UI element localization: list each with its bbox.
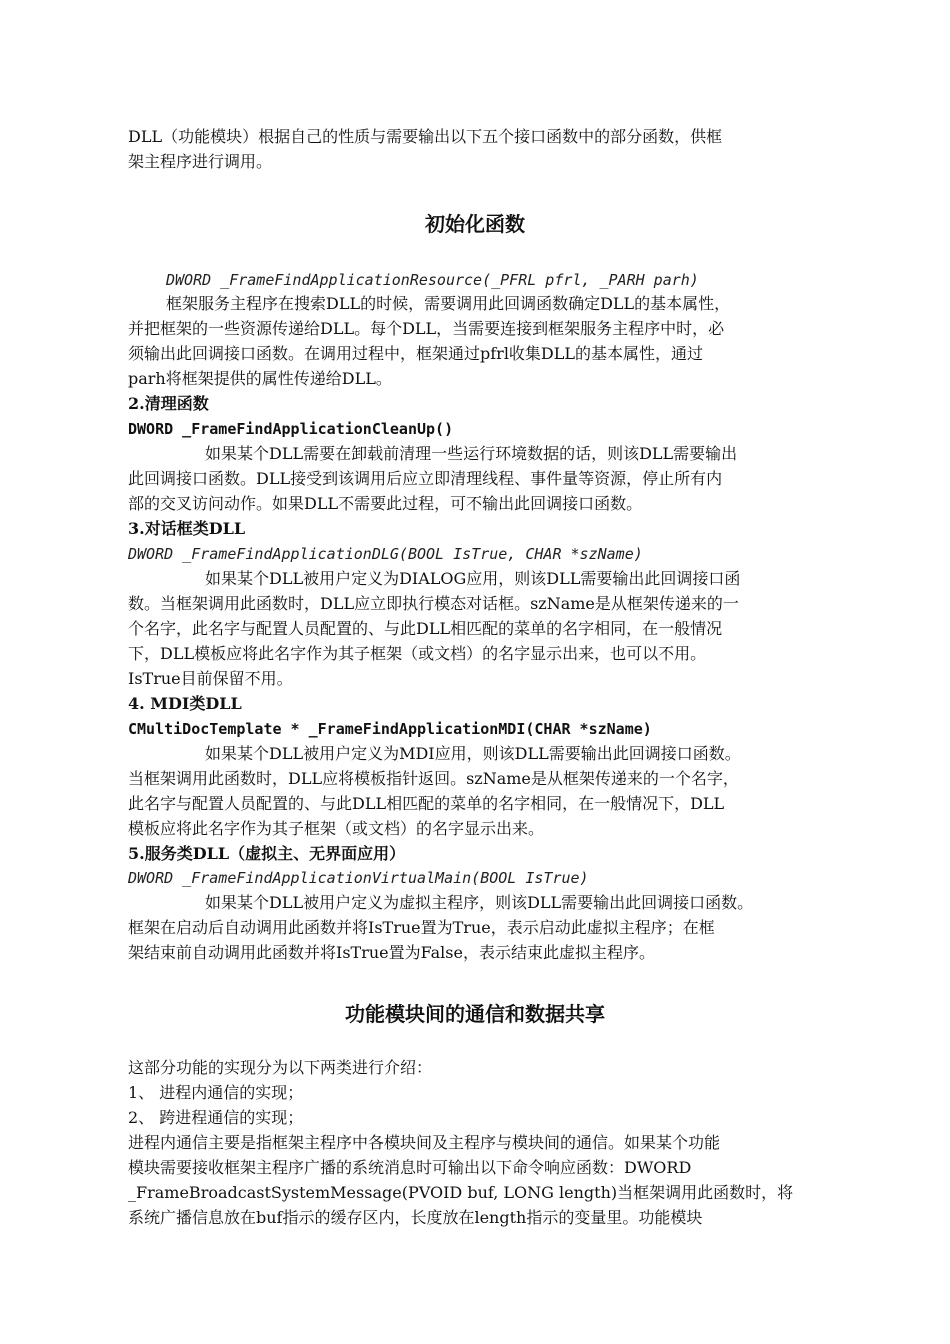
list-item: 1、 进程内通信的实现；: [128, 1083, 304, 1102]
paragraph-line: 如果某个DLL被用户定义为虚拟主程序，则该DLL需要输出此回调接口函数。: [205, 893, 754, 912]
list-item: 2、 跨进程通信的实现；: [128, 1108, 304, 1127]
paragraph-line: 架结束前自动调用此函数并将IsTrue置为False，表示结束此虚拟主程序。: [128, 943, 655, 962]
paragraph-line: 下，DLL模板应将此名字作为其子框架（或文档）的名字显示出来，也可以不用。: [128, 644, 707, 663]
paragraph-line: 如果某个DLL被用户定义为DIALOG应用，则该DLL需要输出此回调接口函: [205, 569, 741, 588]
paragraph-line: _FrameBroadcastSystemMessage(PVOID buf, LONG length)当框架调用此函数时，将: [128, 1183, 794, 1202]
section-title-communication: 功能模块间的通信和数据共享: [345, 1002, 605, 1026]
paragraph-line: 须输出此回调接口函数。在调用过程中，框架通过pfrl收集DLL的基本属性，通过: [128, 344, 704, 363]
subsection-heading: 4. MDI类DLL: [128, 694, 242, 713]
intro-line: 架主程序进行调用。: [128, 152, 273, 171]
paragraph-line: 如果某个DLL需要在卸载前清理一些运行环境数据的话，则该DLL需要输出: [205, 444, 738, 463]
function-signature: DWORD _FrameFindApplicationVirtualMain(BOOL IsTrue): [128, 869, 589, 887]
subsection-heading: 3.对话框类DLL: [128, 519, 246, 538]
paragraph-line: 进程内通信主要是指框架主程序中各模块间及主程序与模块间的通信。如果某个功能: [128, 1133, 721, 1152]
paragraph-line: 个名字，此名字与配置人员配置的、与此DLL相匹配的菜单的名字相同，在一般情况: [128, 619, 723, 638]
paragraph-line: 数。当框架调用此函数时，DLL应立即执行模态对话框。szName是从框架传递来的一: [128, 594, 739, 613]
paragraph-line: 部的交叉访问动作。如果DLL不需要此过程，可不输出此回调接口函数。: [128, 494, 643, 513]
section-title-init: 初始化函数: [425, 212, 525, 236]
paragraph-line: 如果某个DLL被用户定义为MDI应用，则该DLL需要输出此回调接口函数。: [205, 744, 741, 763]
function-signature: DWORD _FrameFindApplicationCleanUp(): [128, 420, 454, 438]
paragraph-line: 此回调接口函数。DLL接受到该调用后应立即清理线程、事件量等资源，停止所有内: [128, 469, 723, 488]
intro-line: DLL（功能模块）根据自己的性质与需要输出以下五个接口函数中的部分函数，供框: [128, 127, 723, 146]
paragraph-line: 系统广播信息放在buf指示的缓存区内，长度放在length指示的变量里。功能模块: [128, 1208, 703, 1227]
paragraph-line: 模板应将此名字作为其子框架（或文档）的名字显示出来。: [128, 819, 545, 838]
paragraph-line: IsTrue目前保留不用。: [128, 669, 293, 688]
paragraph-line: parh将框架提供的属性传递给DLL。: [128, 369, 392, 388]
subsection-heading: 5.服务类DLL（虚拟主、无界面应用）: [128, 844, 406, 863]
subsection-heading: 2.清理函数: [128, 394, 209, 413]
paragraph-line: 并把框架的一些资源传递给DLL。每个DLL，当需要连接到框架服务主程序中时，必: [128, 319, 725, 338]
paragraph-line: 此名字与配置人员配置的、与此DLL相匹配的菜单的名字相同，在一般情况下，DLL: [128, 794, 725, 813]
paragraph-line: 框架在启动后自动调用此函数并将IsTrue置为True，表示启动此虚拟主程序；在框: [128, 918, 715, 937]
function-signature: DWORD _FrameFindApplicationResource(_PFRL pfrl, _PARH parh): [166, 271, 699, 289]
function-signature: CMultiDocTemplate * _FrameFindApplicationMDI(CHAR *szName): [128, 720, 652, 738]
paragraph-line: 模块需要接收框架主程序广播的系统消息时可输出以下命令响应函数：DWORD: [128, 1158, 692, 1177]
paragraph-line: 这部分功能的实现分为以下两类进行介绍：: [128, 1058, 433, 1077]
paragraph-line: 当框架调用此函数时，DLL应将模板指针返回。szName是从框架传递来的一个名字，: [128, 769, 739, 788]
paragraph-line: 框架服务主程序在搜索DLL的时候，需要调用此回调函数确定DLL的基本属性，: [166, 294, 731, 313]
function-signature: DWORD _FrameFindApplicationDLG(BOOL IsTrue, CHAR *szName): [128, 545, 643, 563]
